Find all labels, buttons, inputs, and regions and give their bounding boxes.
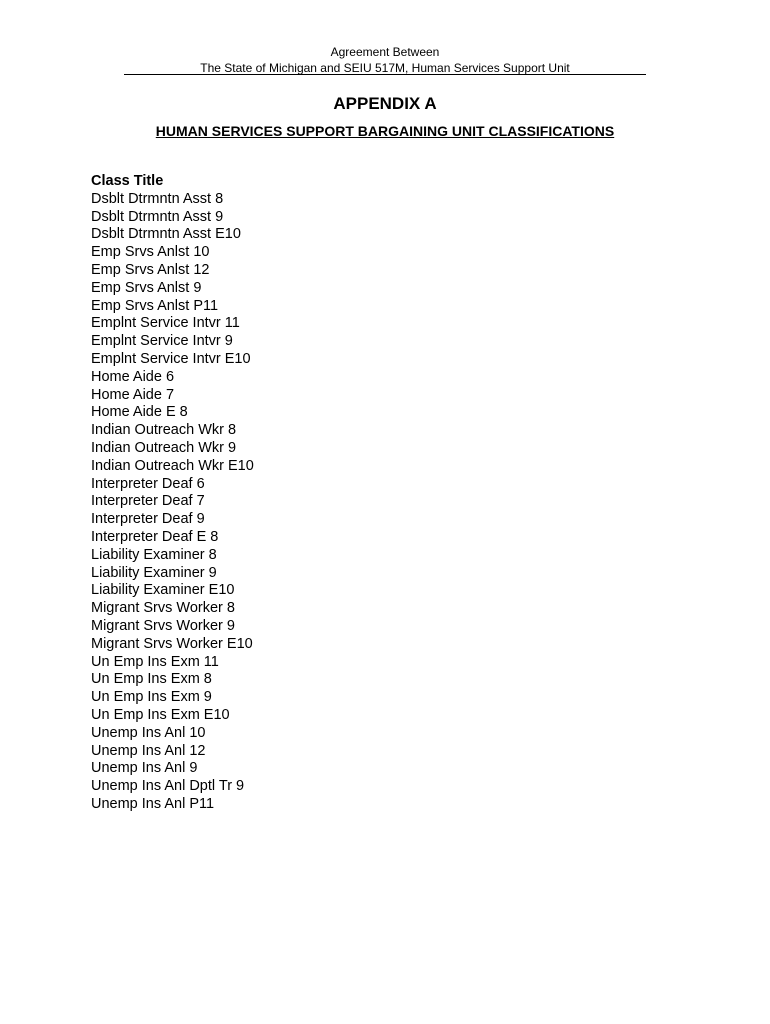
class-title-item: Indian Outreach Wkr 9	[91, 439, 237, 456]
class-title-item: Unemp Ins Anl 10	[91, 724, 206, 741]
class-title-item: Emp Srvs Anlst 10	[91, 244, 210, 261]
class-title-item: Unemp Ins Anl 9	[91, 760, 198, 777]
class-title-item: Migrant Srvs Worker 8	[91, 600, 235, 617]
class-title-item: Dsblt Dtrmntn Asst 8	[91, 190, 224, 207]
column-header-class-title: Class Title	[91, 173, 164, 189]
running-header	[0, 44, 770, 76]
class-title-item: Indian Outreach Wkr 8	[91, 422, 237, 439]
class-title-item: Migrant Srvs Worker E10	[91, 635, 253, 652]
class-title-item: Unemp Ins Anl P11	[91, 795, 215, 812]
class-title-item: Interpreter Deaf E 8	[91, 528, 219, 545]
class-title-item: Home Aide 7	[91, 386, 175, 403]
class-title-item: Un Emp Ins Exm E10	[91, 706, 230, 723]
class-title-item: Un Emp Ins Exm 8	[91, 671, 212, 688]
class-title-item: Interpreter Deaf 7	[91, 493, 205, 510]
unit-heading: HUMAN SERVICES SUPPORT BARGAINING UNIT CLASSIFICATIONS	[155, 123, 615, 139]
class-title-item: Liability Examiner E10	[91, 582, 235, 599]
class-title-item: Migrant Srvs Worker 9	[91, 617, 235, 634]
class-title-item: Home Aide E 8	[91, 404, 188, 421]
class-title-item: Liability Examiner 8	[91, 546, 217, 563]
appendix-title: APPENDIX A	[333, 94, 437, 113]
class-title-item: Emp Srvs Anlst P11	[91, 297, 219, 314]
class-title-list	[91, 173, 254, 814]
class-title-item: Dsblt Dtrmntn Asst E10	[91, 226, 241, 243]
class-title-item: Home Aide 6	[91, 368, 175, 385]
class-title-item: Indian Outreach Wkr E10	[91, 457, 254, 474]
class-title-item: Interpreter Deaf 6	[91, 475, 205, 492]
running-header-line2: The State of Michigan and SEIU 517M, Human Services Support Unit	[200, 61, 570, 75]
class-title-item: Emp Srvs Anlst 12	[91, 261, 210, 278]
class-title-item: Unemp Ins Anl 12	[91, 742, 206, 759]
class-title-item: Emplnt Service Intvr E10	[91, 350, 251, 367]
class-title-item: Unemp Ins Anl Dptl Tr 9	[91, 778, 245, 795]
class-title-item: Interpreter Deaf 9	[91, 511, 205, 528]
class-title-item: Un Emp Ins Exm 9	[91, 689, 212, 706]
class-title-item: Emplnt Service Intvr 11	[91, 315, 240, 332]
running-header-line1: Agreement Between	[330, 45, 440, 59]
header-rule	[124, 74, 646, 75]
class-title-item: Emp Srvs Anlst 9	[91, 279, 202, 296]
class-title-item: Dsblt Dtrmntn Asst 9	[91, 208, 224, 225]
class-title-item: Liability Examiner 9	[91, 564, 217, 581]
class-title-item: Emplnt Service Intvr 9	[91, 333, 233, 350]
class-title-item: Un Emp Ins Exm 11	[91, 653, 219, 670]
